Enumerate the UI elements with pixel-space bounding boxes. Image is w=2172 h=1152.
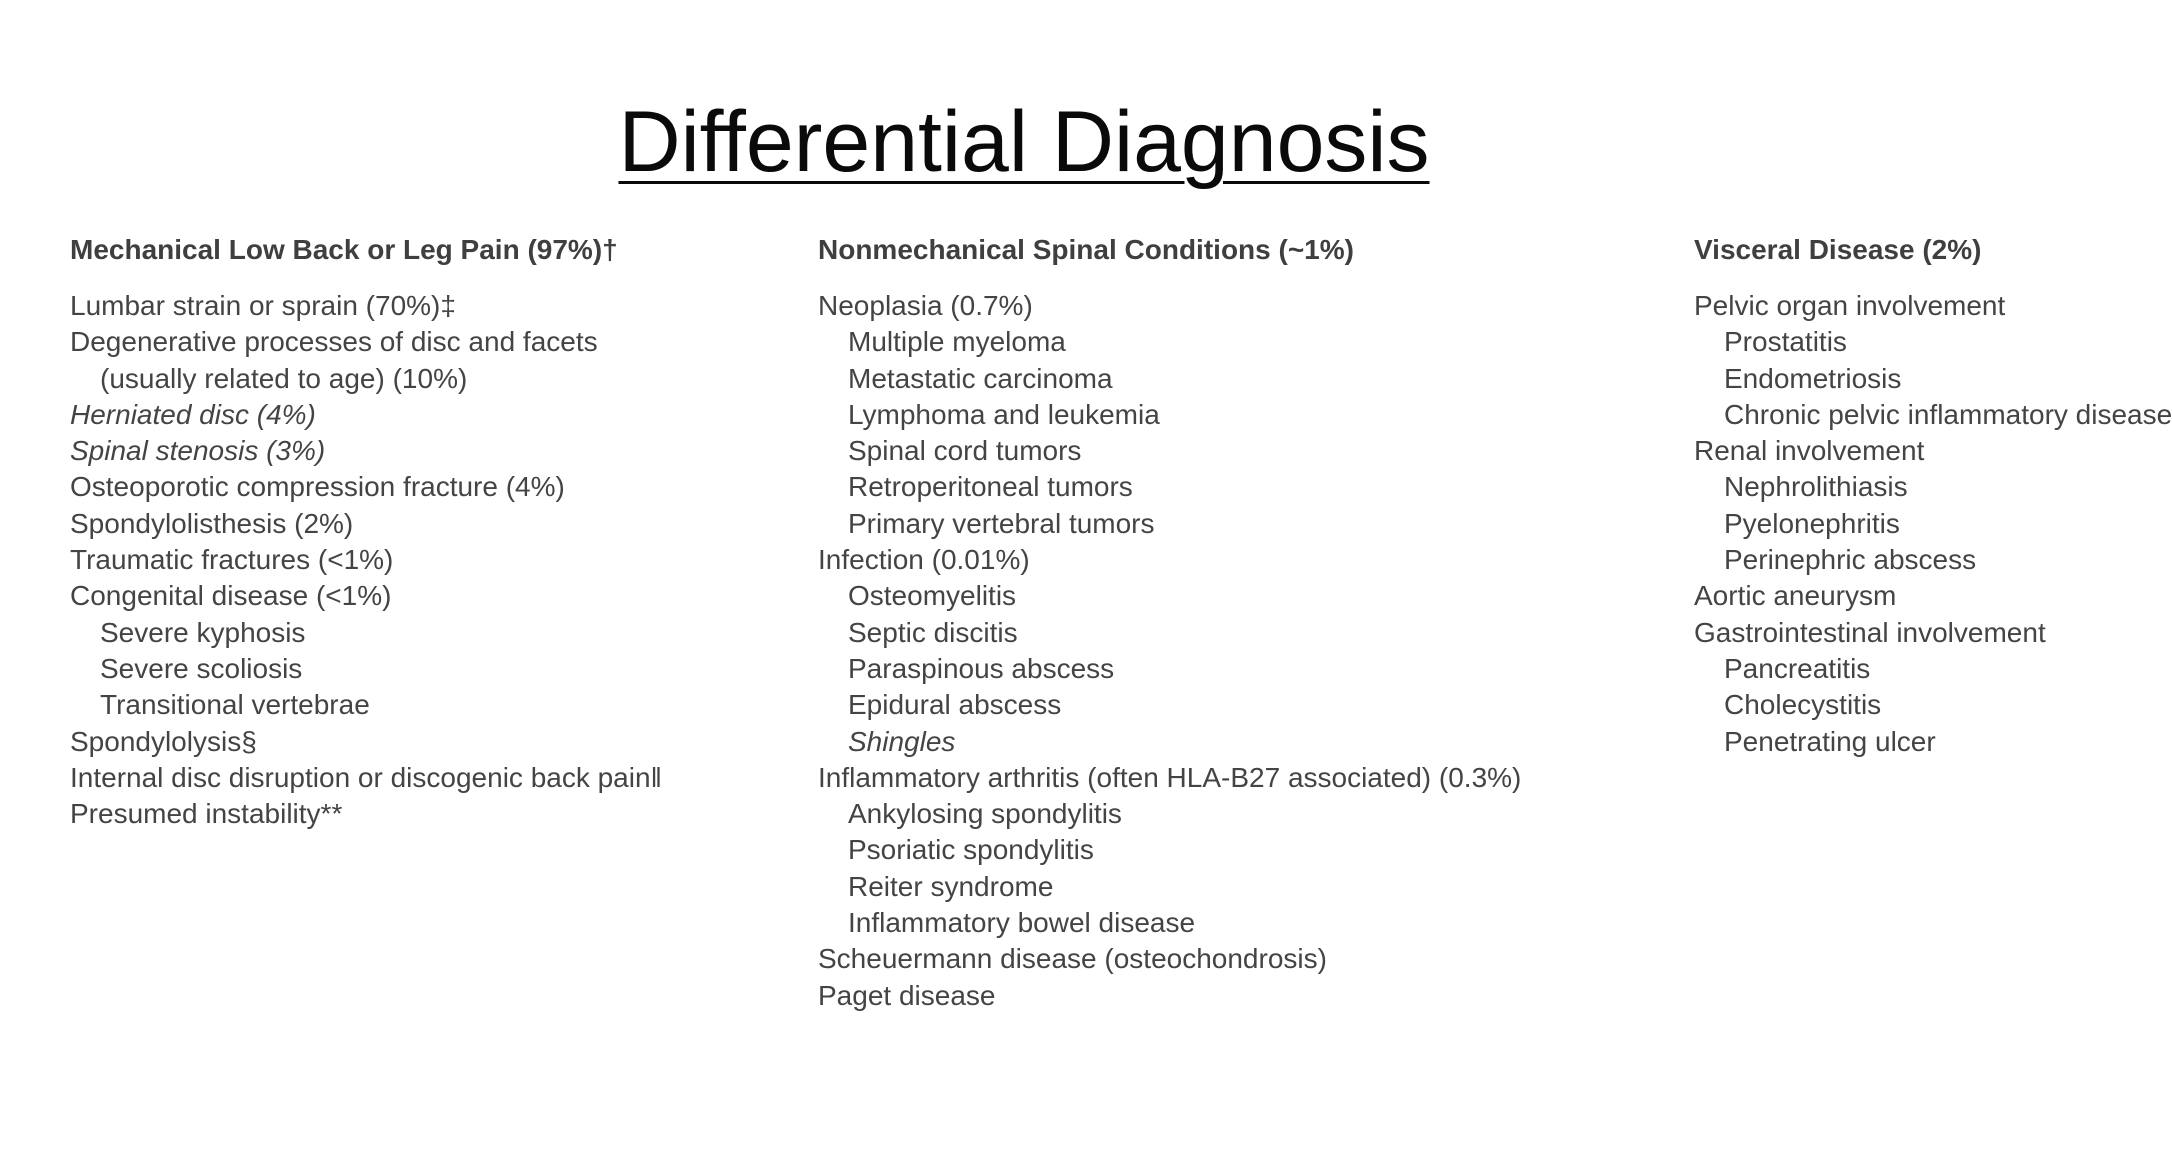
condition-item: Pelvic organ involvement bbox=[1694, 290, 2006, 321]
condition-item: Pancreatitis bbox=[1724, 652, 1871, 684]
slide-title: Differential Diagnosis bbox=[618, 94, 1430, 190]
condition-item: Septic discitis bbox=[848, 616, 1018, 648]
condition-item: Spondylolysis§ bbox=[70, 725, 257, 757]
condition-item: Inflammatory bowel disease bbox=[848, 907, 1196, 939]
condition-item: Herniated disc (4%) bbox=[70, 398, 316, 430]
condition-item: Scheuermann disease (osteochondrosis) bbox=[818, 943, 1327, 975]
condition-item: Lymphoma and leukemia bbox=[848, 398, 1160, 430]
condition-item: Psoriatic spondylitis bbox=[848, 834, 1094, 866]
condition-list bbox=[70, 288, 830, 832]
condition-item: Paget disease bbox=[818, 979, 996, 1011]
condition-item: Metastatic carcinoma bbox=[848, 362, 1113, 394]
condition-item: Aortic aneurysm bbox=[1694, 580, 1897, 612]
condition-item: Endometriosis bbox=[1724, 362, 1902, 394]
condition-item: Paraspinous abscess bbox=[848, 652, 1115, 684]
condition-item: Spinal cord tumors bbox=[848, 435, 1082, 467]
condition-item: Spondylolisthesis (2%) bbox=[70, 507, 354, 539]
condition-item: Prostatitis bbox=[1724, 326, 1847, 358]
condition-item: Spinal stenosis (3%) bbox=[70, 435, 326, 467]
condition-item: Shingles bbox=[848, 725, 956, 757]
condition-item: Reiter syndrome bbox=[848, 870, 1054, 902]
column-heading: Visceral Disease (2%) bbox=[1694, 234, 1982, 265]
condition-item: (usually related to age) (10%) bbox=[100, 362, 468, 394]
column-visceral-disease bbox=[1694, 232, 2172, 760]
condition-item: Primary vertebral tumors bbox=[848, 507, 1155, 539]
condition-item: Inflammatory arthritis (often HLA-B27 associated) (0.3%) bbox=[818, 761, 1522, 793]
condition-item: Pyelonephritis bbox=[1724, 507, 1900, 539]
column-heading: Mechanical Low Back or Leg Pain (97%)† bbox=[70, 234, 618, 265]
condition-item: Severe scoliosis bbox=[100, 652, 303, 684]
condition-item: Infection (0.01%) bbox=[818, 544, 1030, 576]
column-nonmechanical-spinal-conditions bbox=[818, 232, 1598, 1014]
column-mechanical-low-back-pain bbox=[70, 232, 830, 832]
condition-item: Lumbar strain or sprain (70%)‡ bbox=[70, 290, 456, 321]
condition-item: Perinephric abscess bbox=[1724, 544, 1977, 576]
column-heading: Nonmechanical Spinal Conditions (~1%) bbox=[818, 234, 1354, 265]
condition-item: Presumed instability** bbox=[70, 798, 343, 830]
condition-item: Osteoporotic compression fracture (4%) bbox=[70, 471, 565, 503]
condition-item: Osteomyelitis bbox=[848, 580, 1017, 612]
condition-item: Multiple myeloma bbox=[848, 326, 1066, 358]
condition-list bbox=[1694, 288, 2172, 760]
condition-item: Traumatic fractures (<1%) bbox=[70, 544, 394, 576]
condition-item: Nephrolithiasis bbox=[1724, 471, 1908, 503]
condition-item: Penetrating ulcer bbox=[1724, 725, 1936, 757]
condition-item: Cholecystitis bbox=[1724, 689, 1882, 721]
condition-item: Transitional vertebrae bbox=[100, 689, 370, 721]
condition-item: Gastrointestinal involvement bbox=[1694, 616, 2046, 648]
condition-item: Retroperitoneal tumors bbox=[848, 471, 1133, 503]
condition-item: Chronic pelvic inflammatory disease bbox=[1724, 398, 2172, 430]
condition-item: Severe kyphosis bbox=[100, 616, 306, 648]
condition-item: Ankylosing spondylitis bbox=[848, 798, 1122, 830]
condition-item: Epidural abscess bbox=[848, 689, 1062, 721]
condition-item: Internal disc disruption or discogenic back pain‖ bbox=[70, 761, 663, 793]
condition-list bbox=[818, 288, 1598, 1014]
condition-item: Degenerative processes of disc and facets bbox=[70, 326, 598, 358]
condition-item: Neoplasia (0.7%) bbox=[818, 290, 1033, 321]
condition-item: Congenital disease (<1%) bbox=[70, 580, 392, 612]
condition-item: Renal involvement bbox=[1694, 435, 1925, 467]
